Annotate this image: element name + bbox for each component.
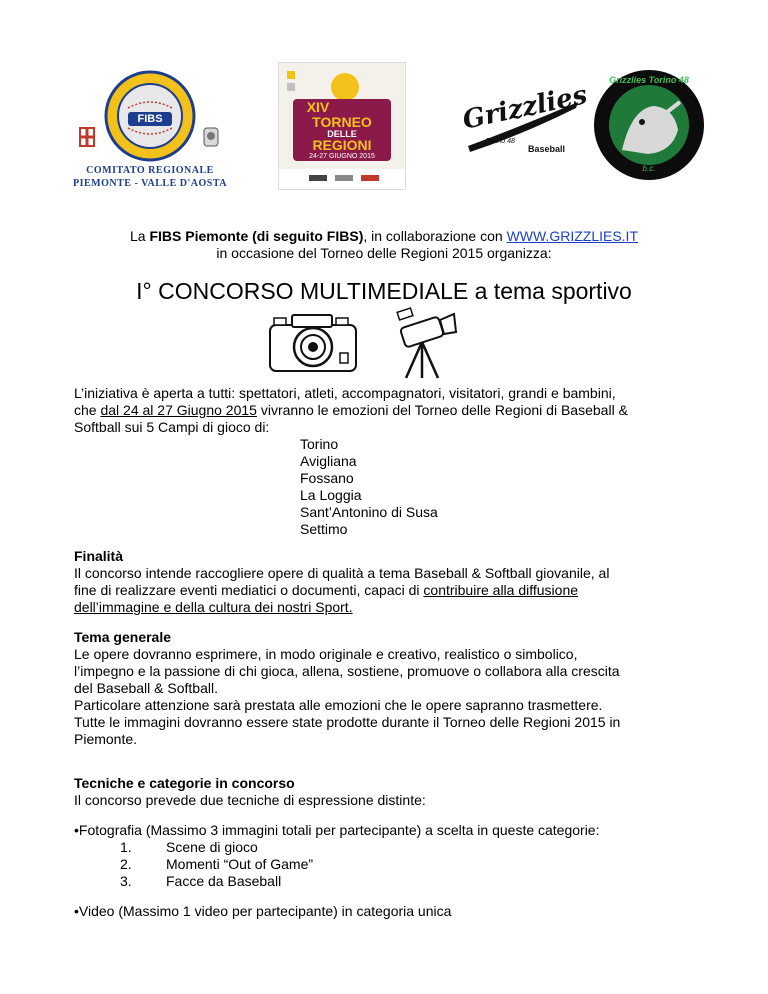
place-list-item: La Loggia [300, 487, 362, 503]
torneo-title-2: DELLE [327, 129, 357, 139]
finalita-line3: dell’immagine e della cultura dei nostri Sport. [74, 599, 353, 615]
section-heading-finalita: Finalità [74, 548, 124, 564]
photo-camera-icon [266, 309, 362, 375]
category-label: Facce da Baseball [166, 873, 282, 889]
fotografia-item: •Fotografia (Massimo 3 immagini totali per partecipante) a scelta in queste categorie: [74, 822, 600, 838]
grizzlies-website-link[interactable]: WWW.GRIZZLIES.IT [506, 228, 638, 244]
badge-ring-text: Grizzlies Torino 48 [609, 75, 689, 85]
fibs-logo [70, 70, 230, 190]
category-label: Scene di gioco [166, 839, 258, 855]
intro-line-2: in occasione del Torneo delle Regioni 2015 organizza: [216, 245, 552, 261]
tema-line5: Tutte le immagini dovranno essere state prodotte durante il Torneo delle Regioni 2015 in [74, 714, 621, 730]
video-camera-icon [388, 304, 462, 380]
category-number: 3. [120, 873, 132, 889]
section-heading-tecniche: Tecniche e categorie in concorso [74, 775, 295, 791]
finalita-line2 [74, 582, 578, 599]
tema-line3: del Baseball & Softball. [74, 680, 218, 696]
tema-line6: Piemonte. [74, 731, 138, 747]
torneo-dates: 24-27 GIUGNO 2015 [309, 153, 375, 160]
grizzlies-small: Torino 48 [486, 138, 515, 145]
fibs-committee-line2: PIEMONTE - VALLE D'AOSTA [73, 178, 227, 189]
tecniche-line1: Il concorso prevede due tecniche di espressione distinte: [74, 792, 426, 808]
body-text: vivranno le emozioni del Torneo delle Regioni di Baseball & [256, 402, 628, 418]
tema-line1: Le opere dovranno esprimere, in modo originale e creativo, realistico o simbolico, [74, 646, 578, 662]
torneo-edition: XIV [306, 99, 330, 115]
torneo-regioni-poster [278, 62, 406, 190]
torneo-title-1: TORNEO [312, 114, 372, 130]
tema-line4: Particolare attenzione sarà prestata alle emozioni che le opere sapranno trasmettere. [74, 697, 603, 713]
intro-organizer: FIBS Piemonte (di seguito FIBS) [149, 228, 364, 244]
place-list-item: Torino [300, 436, 339, 452]
category-number: 1. [120, 839, 132, 855]
category-number: 2. [120, 856, 132, 872]
body-p1-line1: L’iniziativa è aperta a tutti: spettatori, atleti, accompagnatori, visitatori, grandi e bambini, [74, 385, 616, 401]
intro-line-1 [0, 228, 768, 245]
grizzlies-wordmark: Grizzlies [460, 80, 590, 136]
torneo-title-3: REGIONI [312, 137, 372, 153]
page-title: I° CONCORSO MULTIMEDIALE a tema sportivo [136, 278, 632, 304]
place-list-item: Avigliana [300, 453, 357, 469]
body-p1-line2 [74, 402, 628, 419]
tema-line2: l’impegno e la passione di chi gioca, allena, sostiene, promuove o collabora alla crescita [74, 663, 620, 679]
body-p1-line3: Softball sui 5 Campi di gioco di: [74, 419, 270, 435]
grizzlies-logo [460, 80, 590, 162]
finalita-line1: Il concorso intende raccogliere opere di qualità a tema Baseball & Softball giovanile, al [74, 565, 610, 581]
intro-text: , in collaborazione con [363, 228, 507, 244]
fibs-committee-line1: COMITATO REGIONALE [86, 165, 214, 176]
grizzlies-torino-badge [592, 68, 706, 182]
underlined-text: contribuire alla diffusione [423, 582, 579, 598]
category-label: Momenti “Out of Game” [166, 856, 314, 872]
body-text: che [74, 402, 101, 418]
badge-bc: b.c. [642, 164, 656, 173]
intro-text: La [129, 228, 150, 244]
fibs-abbrev: FIBS [137, 113, 163, 125]
place-list-item: Settimo [300, 521, 348, 537]
section-heading-tema: Tema generale [74, 629, 172, 645]
grizzlies-baseball: Baseball [528, 144, 566, 154]
event-dates: dal 24 al 27 Giugno 2015 [100, 402, 257, 418]
place-list-item: Fossano [300, 470, 354, 486]
body-text: fine di realizzare eventi mediatici o documenti, capaci di [74, 582, 424, 598]
place-list-item: Sant’Antonino di Susa [300, 504, 438, 520]
video-item: •Video (Massimo 1 video per partecipante) in categoria unica [74, 903, 452, 919]
